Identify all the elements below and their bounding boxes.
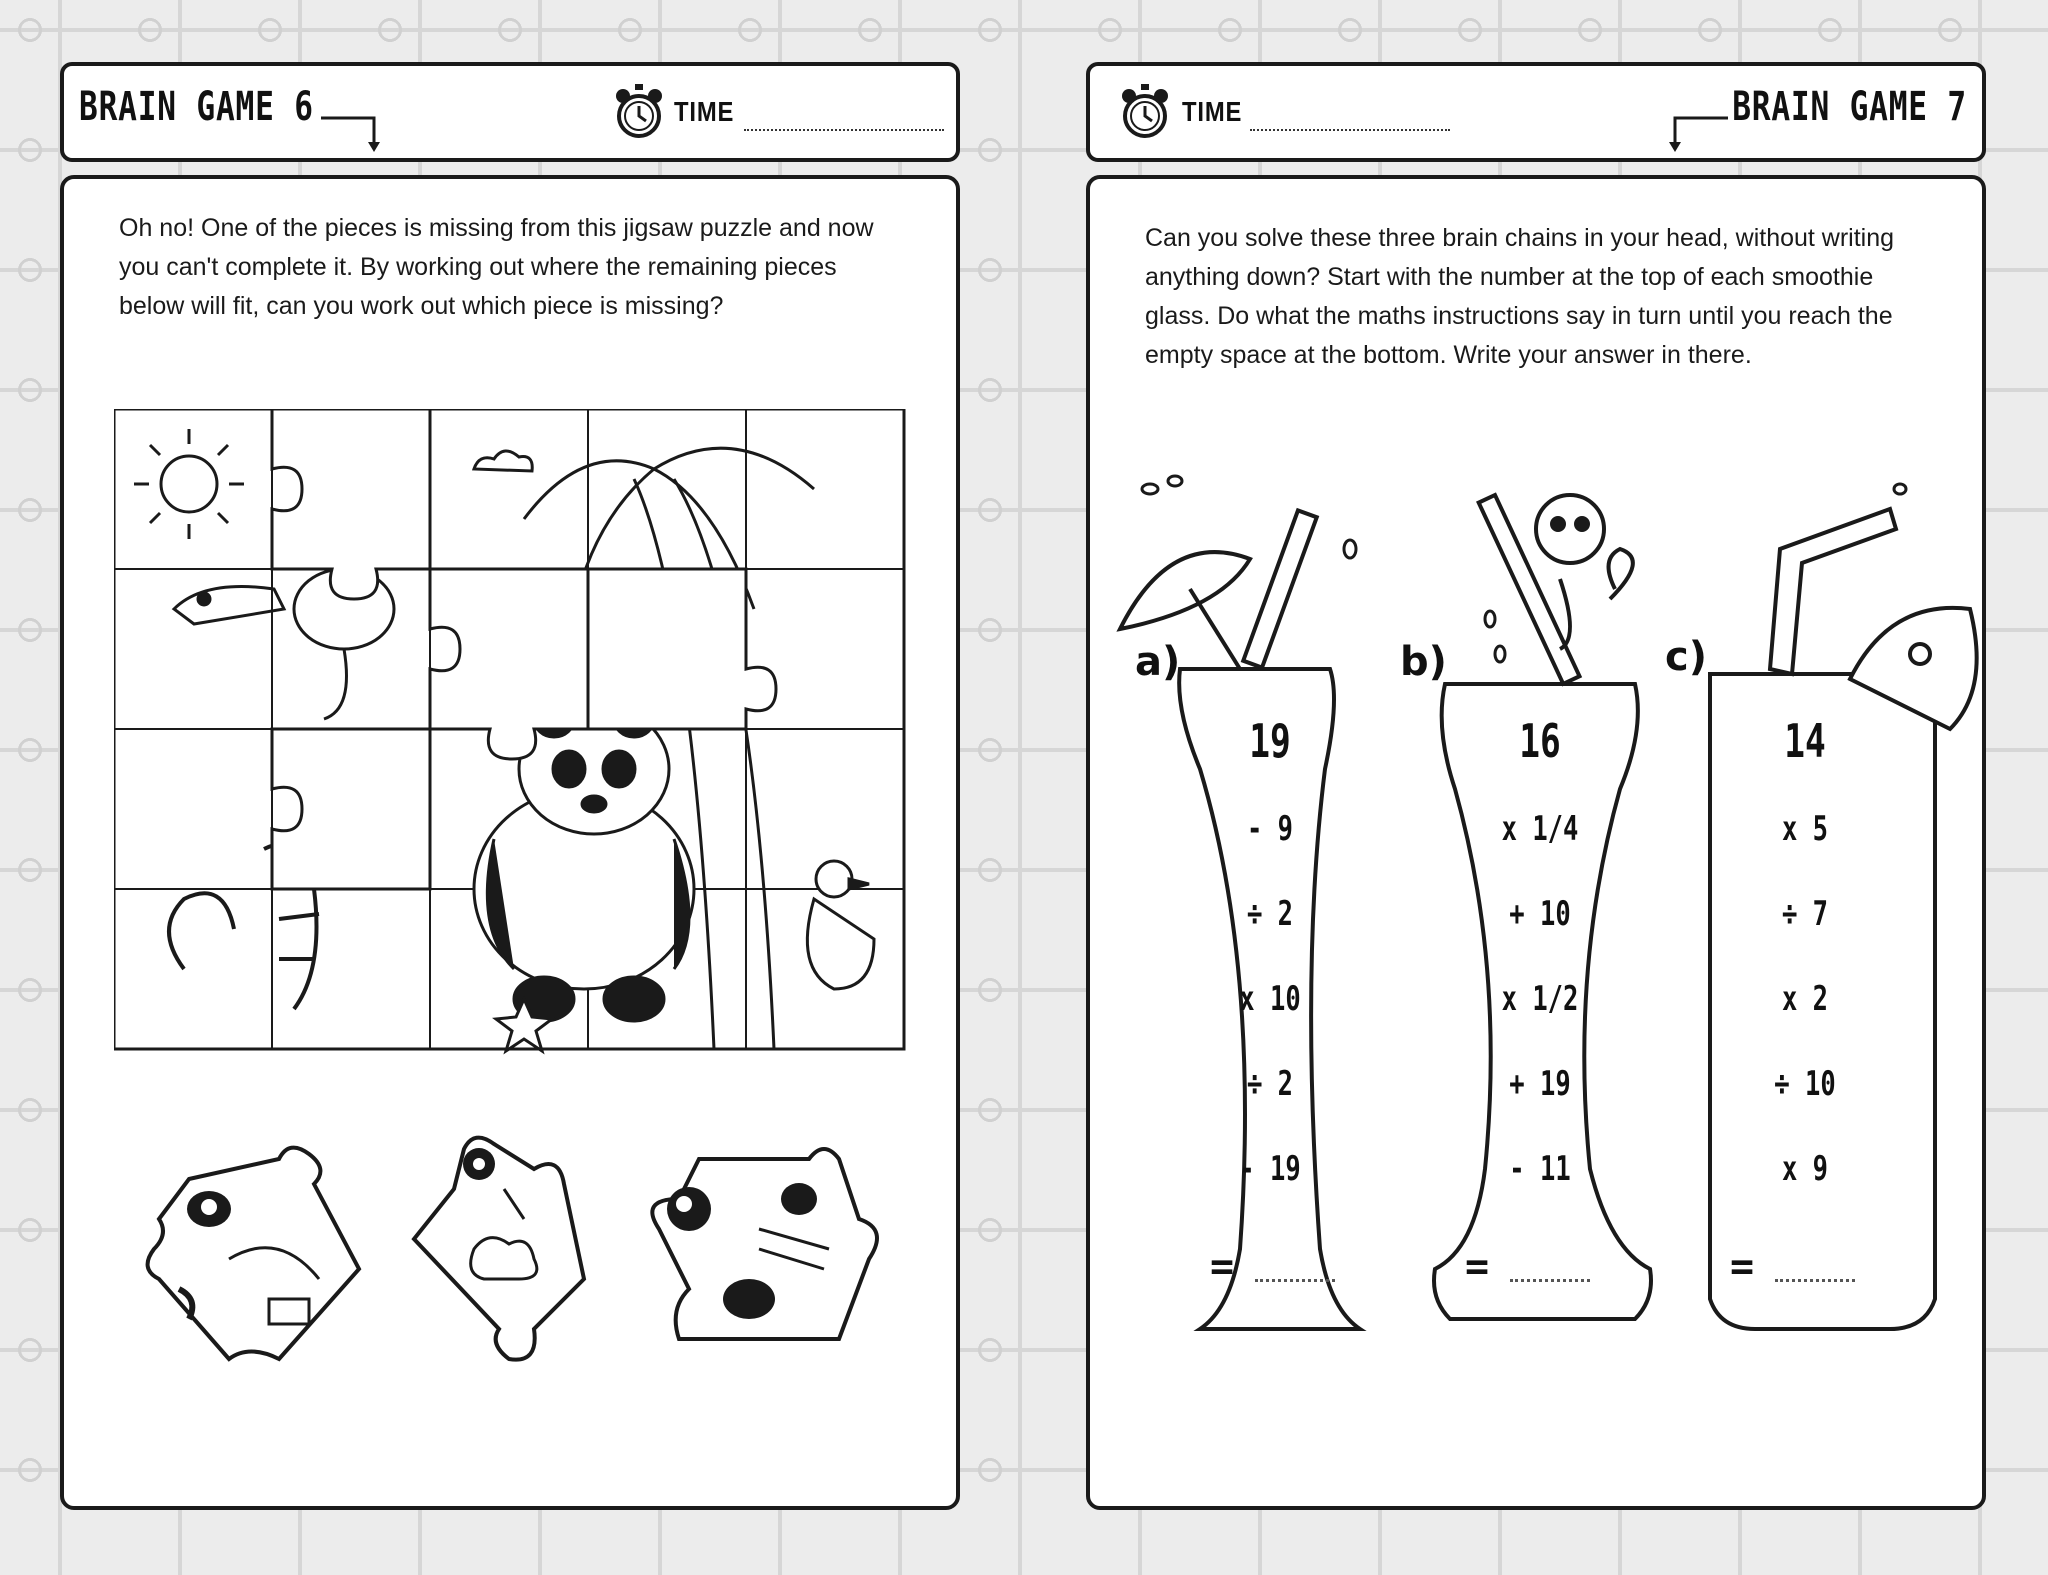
chain-b-step-3: x 1/2 [1501, 979, 1579, 1019]
loose-piece-3[interactable] [639, 1139, 889, 1369]
chain-c-step-3: x 2 [1781, 979, 1829, 1019]
arrow-down-icon [1660, 116, 1730, 156]
chain-a-step-2: ÷ 2 [1246, 894, 1294, 934]
chain-a-step-4: ÷ 2 [1246, 1064, 1294, 1104]
chain-c-equals: = [1730, 1244, 1755, 1290]
time-label: TIME [1182, 96, 1243, 127]
brain-game-6-title: BRAIN GAME 6 [79, 84, 314, 130]
alarm-clock-icon [1115, 78, 1175, 144]
chain-b-equals: = [1465, 1244, 1490, 1290]
chain-c-step-2: ÷ 7 [1781, 894, 1829, 934]
left-header [60, 62, 960, 162]
time-entry-line[interactable] [744, 129, 944, 131]
loose-piece-1[interactable] [129, 1139, 379, 1379]
left-content [60, 175, 960, 1510]
chain-c-answer-field[interactable] [1775, 1279, 1855, 1282]
chain-b-step-5: - 11 [1509, 1149, 1571, 1189]
chain-b-answer-field[interactable] [1510, 1279, 1590, 1282]
right-page [1024, 0, 2048, 1575]
chain-b-step-2: + 10 [1509, 894, 1571, 934]
jigsaw-puzzle [114, 409, 914, 1059]
chain-b-step-1: x 1/4 [1501, 809, 1579, 849]
chain-a-step-3: x 10 [1239, 979, 1301, 1019]
chain-c-step-1: x 5 [1781, 809, 1829, 849]
brain-game-7-instructions: Can you solve these three brain chains in your head, without writing anything down? Start with the number at the top of each smoothie glass. Do what the maths instructions say in turn until you reach the empty space at the bottom. Write your answer in there. [1145, 224, 1895, 369]
alarm-clock-icon [609, 78, 669, 144]
right-header [1086, 62, 1986, 162]
chain-a-answer-field[interactable] [1255, 1279, 1335, 1282]
right-content [1086, 175, 1986, 1510]
time-entry-line[interactable] [1250, 129, 1450, 131]
chain-a-step-5: - 19 [1239, 1149, 1301, 1189]
chain-b-label: b) [1400, 639, 1447, 685]
chain-a-step-1: - 9 [1246, 809, 1294, 849]
chain-b-start: 16 [1519, 714, 1561, 768]
chain-a-start: 19 [1249, 714, 1291, 768]
chain-a-equals: = [1210, 1244, 1235, 1290]
left-page [0, 0, 1000, 1575]
chain-c-start: 14 [1784, 714, 1826, 768]
brain-game-6-instructions: Oh no! One of the pieces is missing from this jigsaw puzzle and now you can't complete it. By working out where the remaining pieces below will fit, can you work out which piece is missing? [119, 214, 874, 320]
time-label: TIME [674, 96, 735, 127]
chain-c-step-4: ÷ 10 [1774, 1064, 1836, 1104]
chain-a-label: a) [1135, 639, 1181, 685]
chain-c-step-5: x 9 [1781, 1149, 1829, 1189]
chain-c-label: c) [1665, 634, 1707, 680]
brain-game-7-title: BRAIN GAME 7 [1732, 84, 1967, 130]
arrow-down-icon [319, 116, 389, 156]
chain-b-step-4: + 19 [1509, 1064, 1571, 1104]
loose-piece-2[interactable] [384, 1129, 624, 1379]
